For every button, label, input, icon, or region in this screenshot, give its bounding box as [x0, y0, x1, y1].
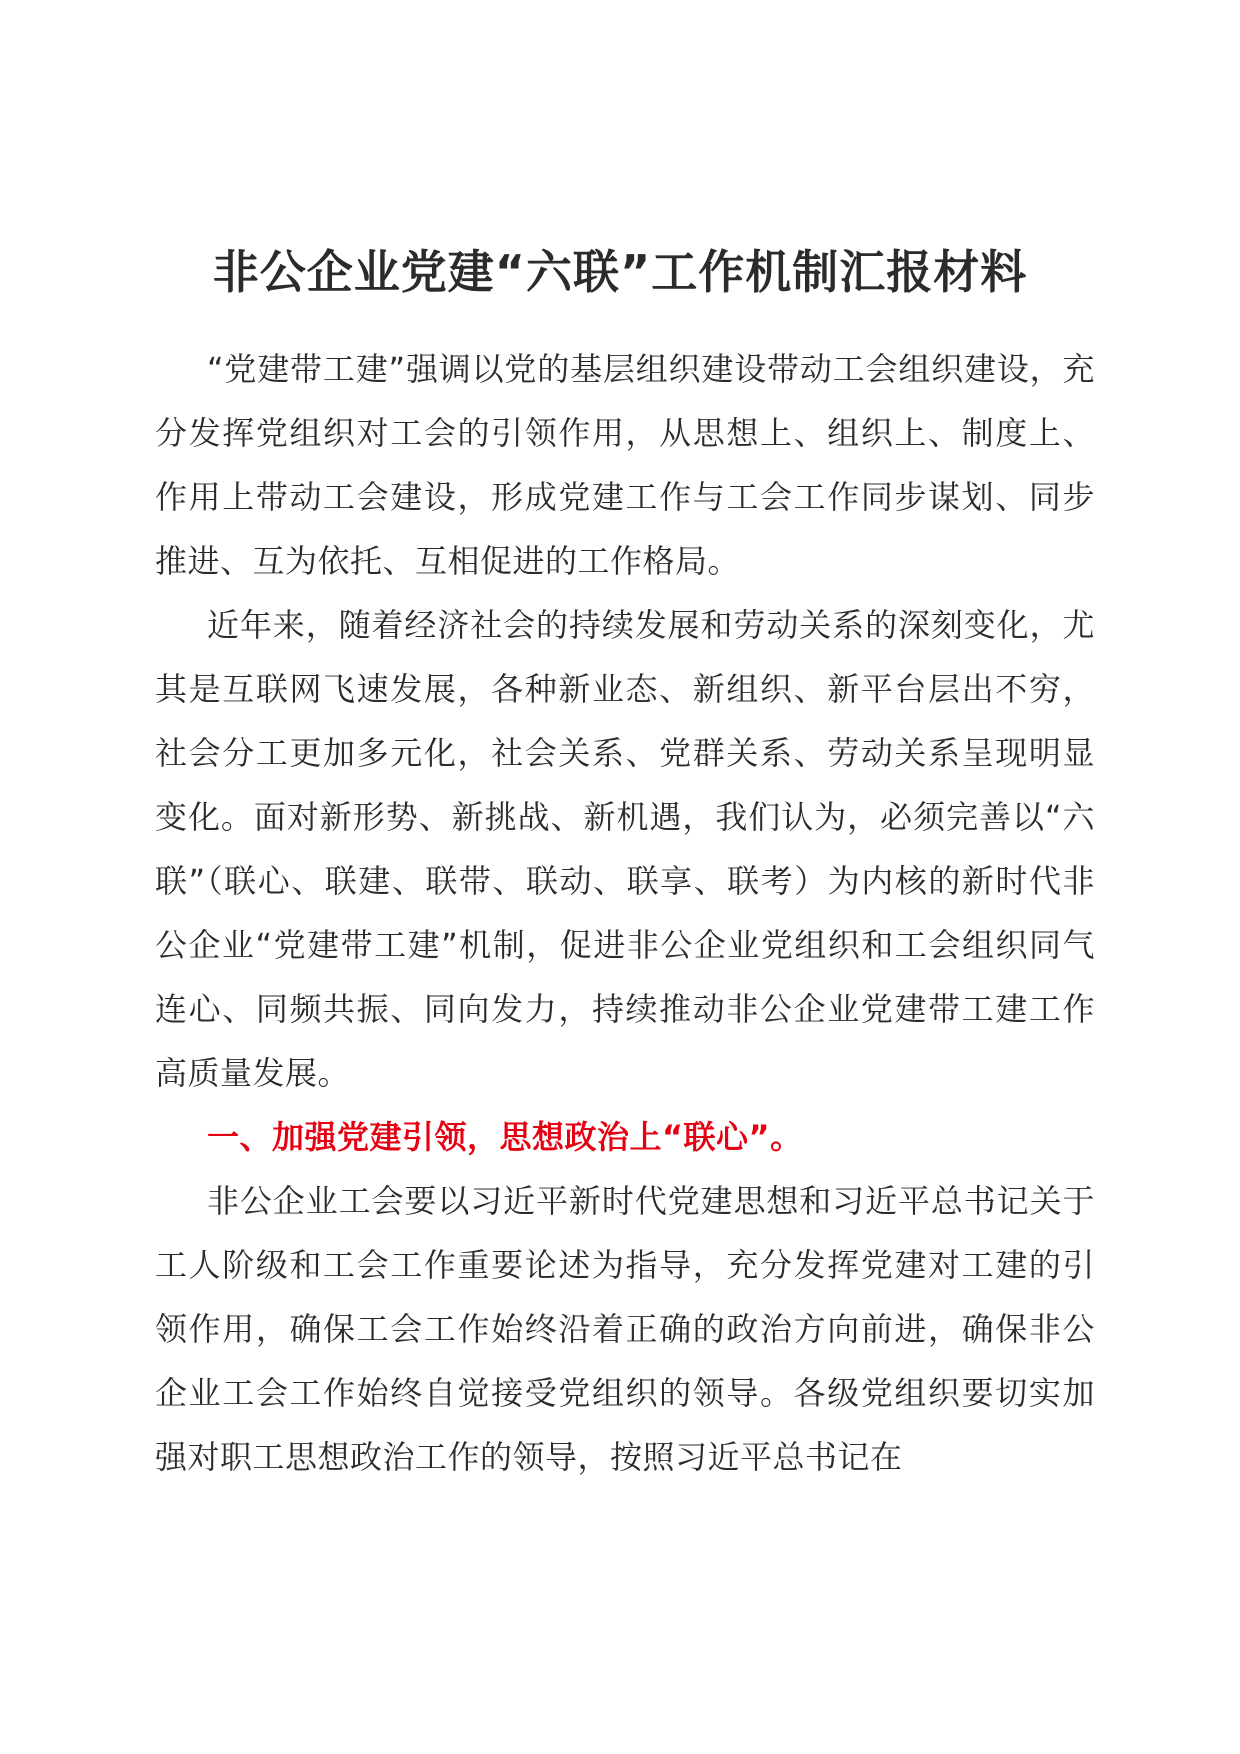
paragraph-intro: “党建带工建”强调以党的基层组织建设带动工会组织建设，充分发挥党组织对工会的引领作用，从思想上、组织上、制度上、作用上带动工会建设，形成党建工作与工会工作同步谋划、同步推进、互为依托、互相促进的工作格局。: [155, 350, 1095, 580]
section-paragraph-1: 非公企业工会要以习近平新时代党建思想和习近平总书记关于工人阶级和工会工作重要论述为指导，充分发挥党建对工建的引领作用，确保工会工作始终沿着正确的政治方向前进，确保非公企业工会工作始终自觉接受党组织的领导。各级党组织要切实加强对职工思想政治工作的领导，按照习近平总书记在: [155, 1182, 1095, 1476]
document-title: 非公企业党建“六联”工作机制汇报材料: [212, 245, 1028, 299]
paragraph-background: 近年来，随着经济社会的持续发展和劳动关系的深刻变化，尤其是互联网飞速发展，各种新业态、新组织、新平台层出不穷，社会分工更加多元化，社会关系、党群关系、劳动关系呈现明显变化。面对新形势、新挑战、新机遇，我们认为，必须完善以“六联”（联心、联建、联带、联动、联享、联考）为内核的新时代非公企业“党建带工建”机制，促进非公企业党组织和工会组织同气连心、同频共振、同向发力，持续推动非公企业党建带工建工作高质量发展。: [155, 606, 1095, 1092]
document-body: [155, 337, 1095, 1489]
section-heading-1: 一、加强党建引领，思想政治上“联心”。: [207, 1118, 803, 1156]
